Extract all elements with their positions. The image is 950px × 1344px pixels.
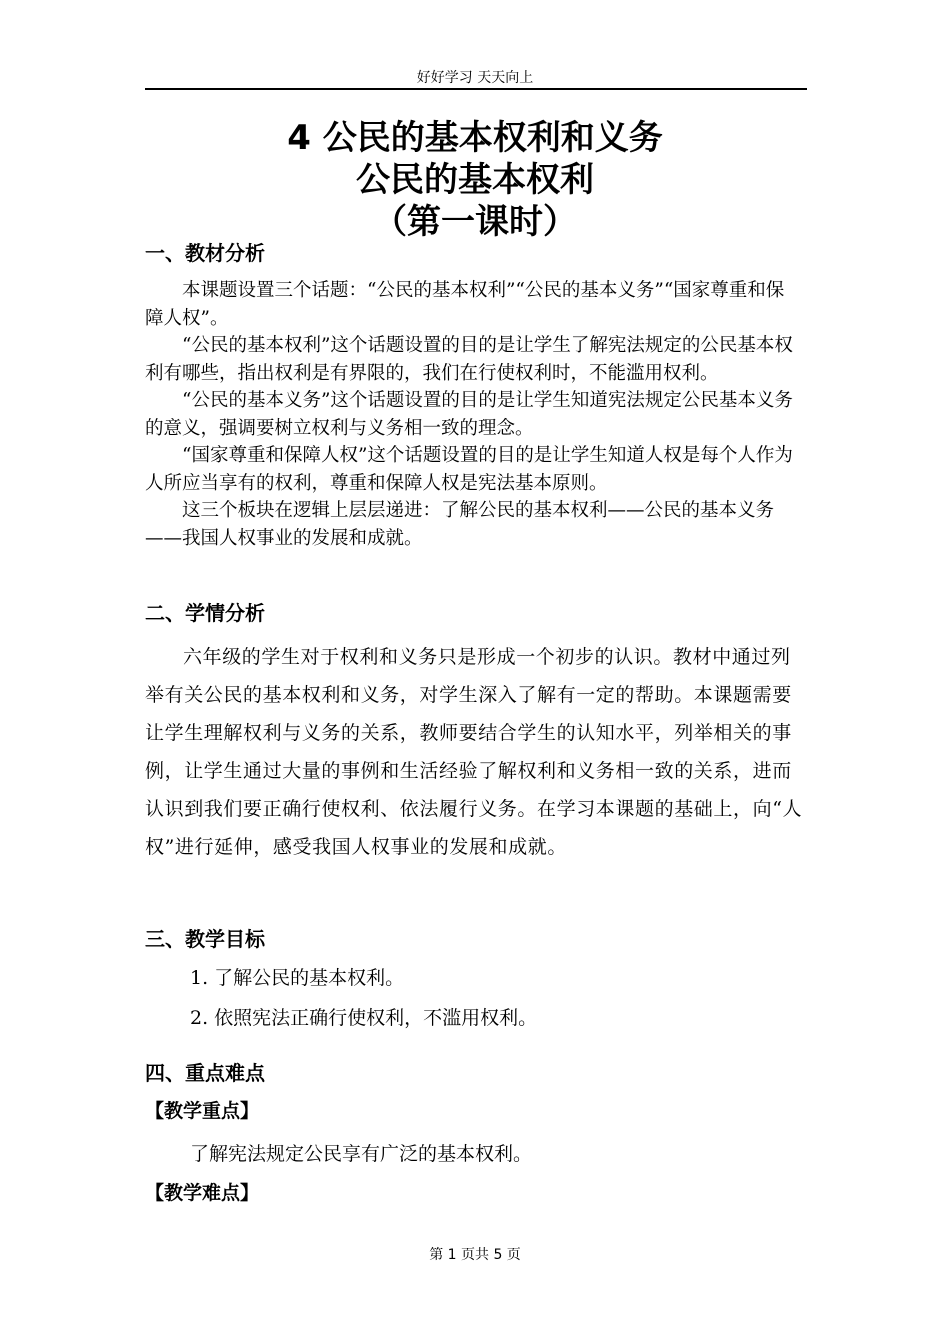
difficulty-label: 【教学难点】	[145, 1182, 260, 1204]
header-rule	[145, 88, 807, 90]
page-footer: 第 1 页共 5 页	[429, 1247, 521, 1263]
section-heading-textbook-analysis: 一、教材分析	[145, 241, 265, 265]
key-point-label: 【教学重点】	[145, 1100, 260, 1122]
key-point-text: 了解宪法规定公民享有广泛的基本权利。	[190, 1143, 533, 1165]
title-line-1: 4 公民的基本权利和义务	[287, 118, 663, 158]
goal-item: 2. 依照宪法正确行使权利，不滥用权利。	[190, 1007, 538, 1029]
learner-analysis-paragraph: 六年级的学生对于权利和义务只是形成一个初步的认识。教材中通过列举有关公民的基本权利和义务，对学生深入了解有一定的帮助。本课题需要让学生理解权利与义务的关系，教师要结合学生的认知水平，列举相关的事例，让学生通过大量的事例和生活经验了解权利和义务相一致的关系，进而认识到我们要正确行使权利、依法履行义务。在学习本课题的基础上，向“人权”进行延伸，感受我国人权事业的发展和成就。	[145, 646, 803, 858]
paragraph: 本课题设置三个话题：“公民的基本权利”“公民的基本义务”“国家尊重和保障人权”。	[145, 280, 785, 329]
paragraph: “公民的基本权利”这个话题设置的目的是让学生了解宪法规定的公民基本权利有哪些，指出权利是有界限的，我们在行使权利时，不能滥用权利。	[145, 335, 793, 384]
paragraph: “国家尊重和保障人权”这个话题设置的目的是让学生知道人权是每个人作为人所应当享有的权利，尊重和保障人权是宪法基本原则。	[145, 445, 793, 494]
textbook-analysis-body	[145, 277, 793, 552]
title-line-3: （第一课时）	[373, 202, 577, 242]
section-heading-teaching-goals: 三、教学目标	[145, 927, 265, 951]
paragraph: “公民的基本义务”这个话题设置的目的是让学生知道宪法规定公民基本义务的意义，强调要树立权利与义务相一致的理念。	[145, 390, 793, 439]
section-heading-key-points: 四、重点难点	[145, 1061, 265, 1085]
page-header: 好好学习 天天向上	[416, 70, 534, 86]
section-heading-learner-analysis: 二、学情分析	[145, 601, 265, 625]
title-line-2: 公民的基本权利	[356, 160, 594, 200]
goal-item: 1. 了解公民的基本权利。	[190, 967, 405, 989]
paragraph: 这三个板块在逻辑上层层递进：了解公民的基本权利——公民的基本义务——我国人权事业的发展和成就。	[145, 500, 775, 549]
